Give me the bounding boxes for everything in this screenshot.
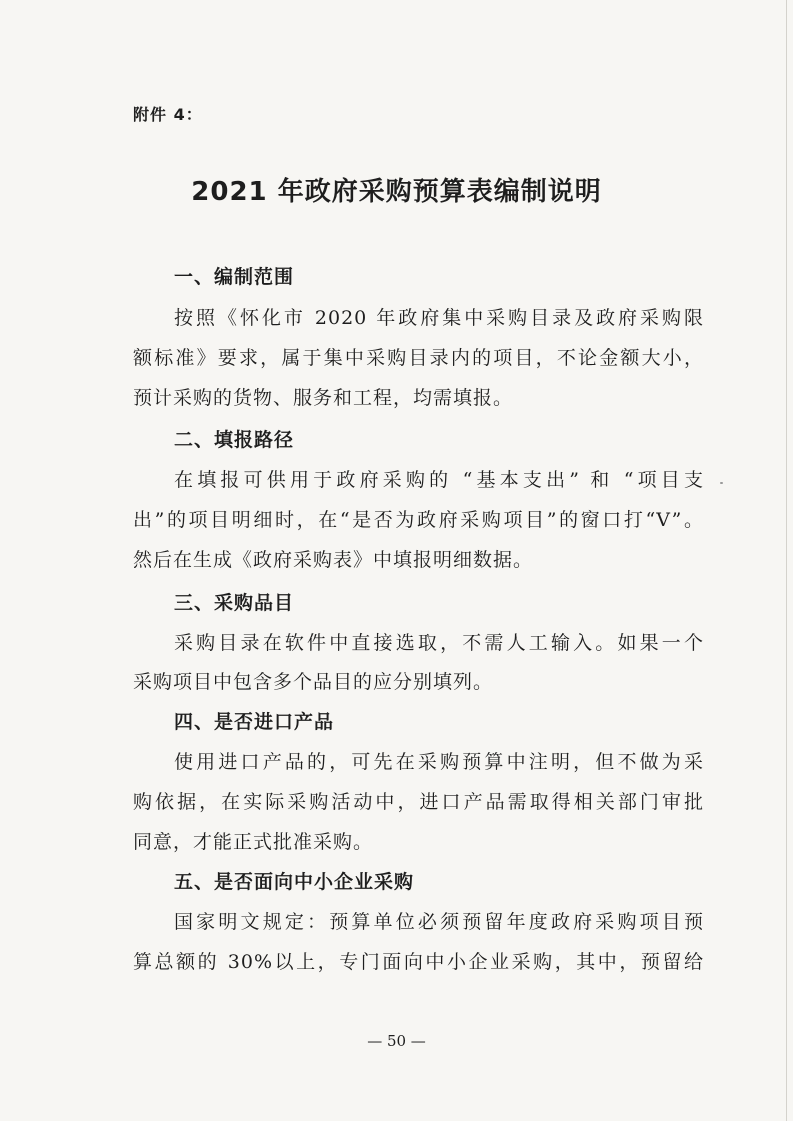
paragraph-line: 使用进口产品的，可先在采购预算中注明，但不做为采 [174, 751, 704, 773]
attachment-label: 附件 4： [133, 105, 203, 124]
section-heading-imports: 四、是否进口产品 [174, 711, 335, 733]
paragraph-line: 购依据，在实际采购活动中，进口产品需取得相关部门审批 [133, 791, 704, 813]
section-heading-sme: 五、是否面向中小企业采购 [174, 871, 415, 893]
paragraph-line: 国家明文规定：预算单位必须预留年度政府采购项目预 [174, 911, 704, 933]
paragraph-line: 出”的项目明细时，在“是否为政府采购项目”的窗口打“V”。 [133, 509, 704, 531]
paragraph-line: 然后在生成《政府采购表》中填报明细数据。 [133, 549, 534, 571]
section-heading-scope: 一、编制范围 [174, 266, 295, 288]
paragraph-line: 采购项目中包含多个品目的应分别填列。 [133, 671, 494, 693]
paragraph-line: 在填报可供用于政府采购的 “基本支出” 和 “项目支 [174, 469, 704, 491]
page-number: — 50 — [367, 1032, 426, 1050]
paragraph-line: 采购目录在软件中直接选取，不需人工输入。如果一个 [174, 632, 704, 654]
paragraph-line: 额标准》要求，属于集中采购目录内的项目，不论金额大小， [133, 347, 704, 369]
paragraph-line: 同意，才能正式批准采购。 [133, 831, 374, 853]
paragraph-line: 按照《怀化市 2020 年政府集中采购目录及政府采购限 [174, 307, 704, 329]
scan-speck [720, 482, 723, 484]
scan-edge-line [786, 0, 787, 1121]
page-title: 2021 年政府采购预算表编制说明 [191, 177, 602, 207]
paragraph-line: 算总额的 30%以上，专门面向中小企业采购，其中，预留给 [133, 951, 704, 973]
section-heading-items: 三、采购品目 [174, 592, 295, 614]
paragraph-line: 预计采购的货物、服务和工程，均需填报。 [133, 387, 514, 409]
section-heading-path: 二、填报路径 [174, 429, 295, 451]
